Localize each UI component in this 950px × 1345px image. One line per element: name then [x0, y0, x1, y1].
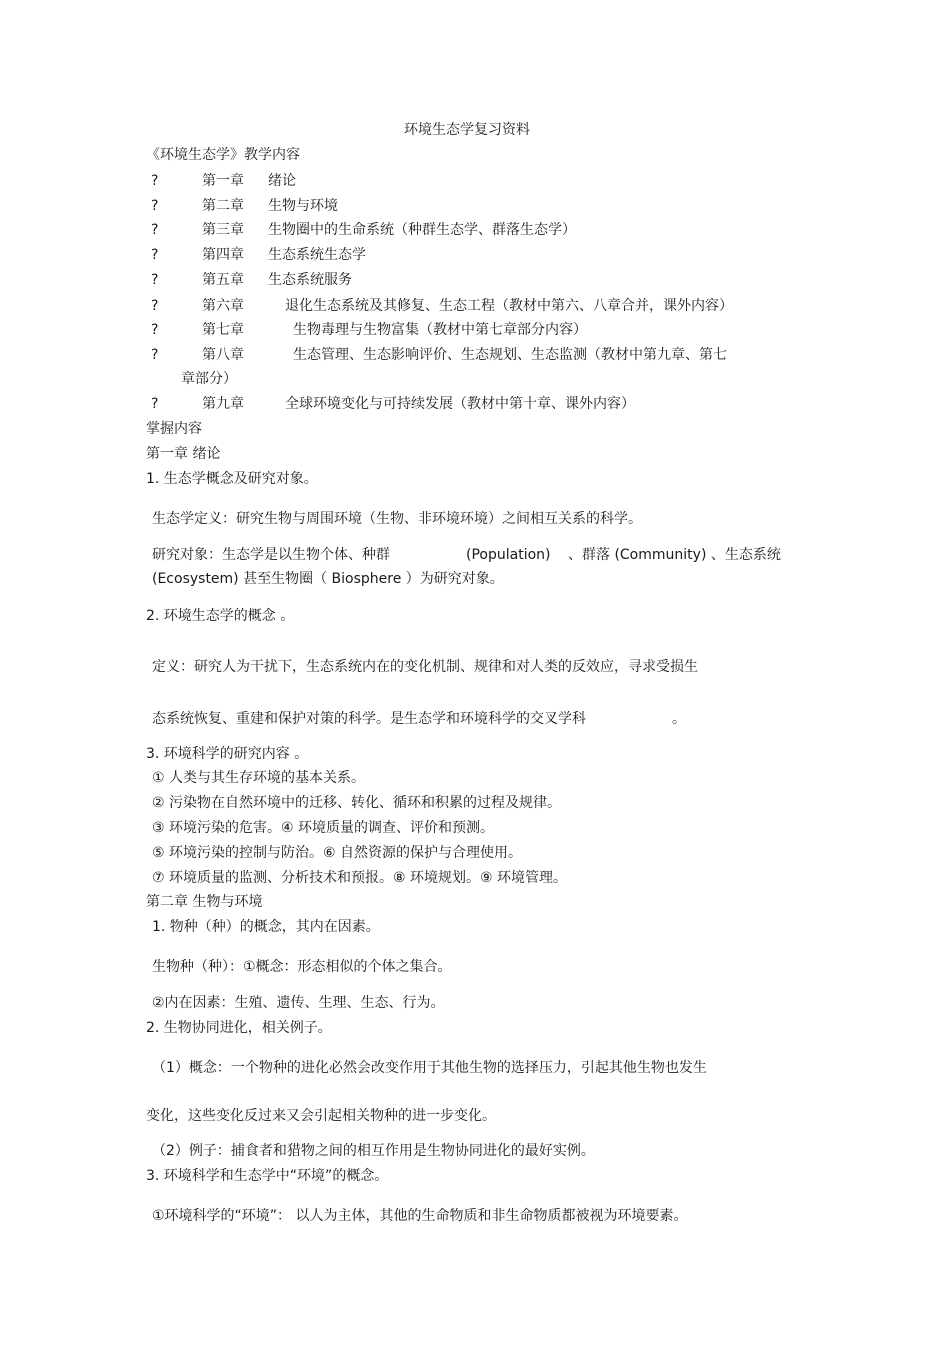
toc-chapter: 第一章	[202, 173, 244, 189]
paragraph-term: (Population)	[466, 547, 551, 563]
doc-subtitle: 《环境生态学》教学内容	[146, 147, 300, 163]
toc-chapter: 第五章	[202, 272, 244, 288]
doc-title: 环境生态学复习资料	[404, 122, 530, 138]
toc-text: 生物与环境	[268, 198, 338, 214]
toc-chapter: 第二章	[202, 198, 244, 214]
toc-bullet: ?	[151, 396, 159, 412]
toc-text: 生物毒理与生物富集（教材中第七章部分内容）	[293, 322, 587, 338]
paragraph: 、群落 (Community) 、生态系统	[568, 547, 781, 563]
paragraph: (Ecosystem) 甚至生物圈（ Biosphere ）为研究对象。	[152, 571, 504, 587]
paragraph: （2）例子：捕食者和猎物之间的相互作用是生物协同进化的最好实例。	[152, 1143, 595, 1159]
toc-bullet: ?	[151, 298, 159, 314]
section-title: 1. 物种（种）的概念，其内在因素。	[152, 919, 380, 935]
toc-chapter: 第九章	[202, 396, 244, 412]
paragraph: ①环境科学的“环境”： 以人为主体，其他的生命物质和非生命物质都被视为环境要素。	[152, 1208, 688, 1224]
toc-chapter: 第四章	[202, 247, 244, 263]
list-item: ⑤ 环境污染的控制与防治。⑥ 自然资源的保护与合理使用。	[152, 845, 523, 861]
list-item: ⑦ 环境质量的监测、分析技术和预报。⑧ 环境规划。⑨ 环境管理。	[152, 870, 568, 886]
toc-chapter: 第三章	[202, 222, 244, 238]
toc-chapter: 第七章	[202, 322, 244, 338]
toc-chapter: 第六章	[202, 298, 244, 314]
list-item: ② 污染物在自然环境中的迁移、转化、循环和积累的过程及规律。	[152, 795, 561, 811]
toc-bullet: ?	[151, 222, 159, 238]
paragraph: 生态学定义：研究生物与周围环境（生物、非环境环境）之间相互关系的科学。	[152, 511, 642, 527]
paragraph: ②内在因素：生殖、遗传、生理、生态、行为。	[152, 995, 445, 1011]
chapter-2-heading: 第二章 生物与环境	[146, 894, 263, 910]
toc-text: 生态管理、生态影响评价、生态规划、生态监测（教材中第九章、第七	[293, 347, 727, 363]
toc-chapter: 第八章	[202, 347, 244, 363]
toc-bullet: ?	[151, 198, 159, 214]
paragraph: 定义：研究人为干扰下，生态系统内在的变化机制、规律和对人类的反效应，寻求受损生	[152, 659, 698, 675]
toc-bullet: ?	[151, 173, 159, 189]
list-item: ③ 环境污染的危害。④ 环境质量的调查、评价和预测。	[152, 820, 495, 836]
master-heading: 掌握内容	[146, 421, 202, 437]
chapter-1-heading: 第一章 绪论	[146, 446, 221, 462]
toc-bullet: ?	[151, 272, 159, 288]
paragraph: 研究对象：生态学是以生物个体、种群	[152, 547, 390, 563]
toc-bullet: ?	[151, 247, 159, 263]
section-title: 1. 生态学概念及研究对象。	[146, 471, 318, 487]
toc-bullet: ?	[151, 347, 159, 363]
section-title: 2. 环境生态学的概念 。	[146, 608, 295, 624]
paragraph: 变化，这些变化反过来又会引起相关物种的进一步变化。	[146, 1108, 496, 1124]
toc-text: 退化生态系统及其修复、生态工程（教材中第六、八章合并，课外内容）	[285, 298, 733, 314]
paragraph: 态系统恢复、重建和保护对策的科学。是生态学和环境科学的交叉学科	[152, 711, 586, 727]
toc-text: 生物圈中的生命系统（种群生态学、群落生态学）	[268, 222, 576, 238]
section-title: 3. 环境科学和生态学中“环境”的概念。	[146, 1168, 389, 1184]
section-title: 3. 环境科学的研究内容 。	[146, 746, 309, 762]
paragraph: （1）概念：一个物种的进化必然会改变作用于其他生物的选择压力，引起其他生物也发生	[152, 1060, 707, 1076]
toc-text: 生态系统生态学	[268, 247, 366, 263]
toc-text: 生态系统服务	[268, 272, 352, 288]
paragraph: 。	[672, 711, 686, 727]
section-title: 2. 生物协同进化，相关例子。	[146, 1020, 332, 1036]
toc-text: 全球环境变化与可持续发展（教材中第十章、课外内容）	[285, 396, 635, 412]
toc-bullet: ?	[151, 322, 159, 338]
toc-text: 绪论	[268, 173, 296, 189]
paragraph: 生物种（种）：①概念：形态相似的个体之集合。	[152, 959, 452, 975]
list-item: ① 人类与其生存环境的基本关系。	[152, 770, 366, 786]
toc-text-continuation: 章部分）	[181, 371, 237, 387]
